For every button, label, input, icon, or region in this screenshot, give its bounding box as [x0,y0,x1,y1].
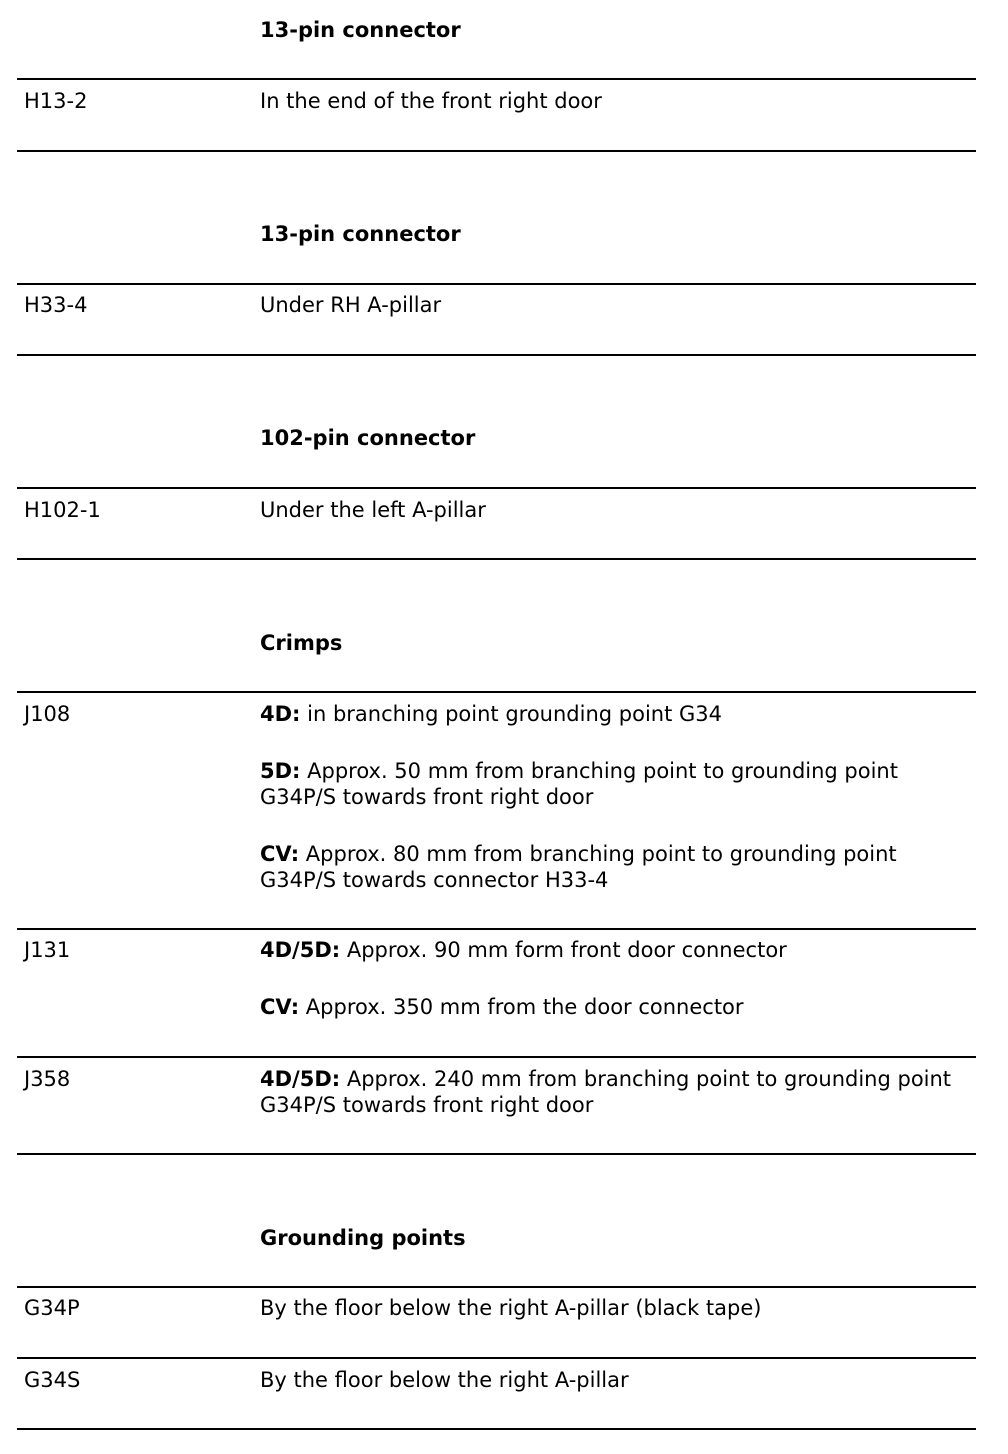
entry-line: G34P/S towards front right door [260,785,594,809]
variant-label: 4D/5D: [260,1067,341,1091]
section-heading: Grounding points [260,1226,466,1250]
location-text: By the floor below the right A-pillar [260,1368,629,1392]
entry-line: Approx. 240 mm from branching point to grounding point [340,1067,952,1091]
divider [17,487,976,489]
location-text: In the end of the front right door [260,89,602,113]
divider [17,1286,976,1288]
divider [17,928,976,930]
divider [17,150,976,152]
entry-line: in branching point grounding point G34 [300,702,723,726]
section-heading: 13-pin connector [260,18,461,42]
variant-label: 4D: [260,702,301,726]
divider [17,1153,976,1155]
variant-label: 5D: [260,759,301,783]
crimp-code: J131 [24,938,71,962]
connector-code: H102-1 [24,498,101,522]
section-heading: 13-pin connector [260,222,461,246]
location-text: By the floor below the right A-pillar (black tape) [260,1296,762,1320]
divider [17,78,976,80]
variant-label: CV: [260,842,300,866]
divider [17,691,976,693]
grounding-code: G34S [24,1368,81,1392]
entry-line: Approx. 50 mm from branching point to grounding point [300,759,898,783]
entry-line: Approx. 350 mm from the door connector [299,995,744,1019]
divider [17,1056,976,1058]
crimp-entry [260,1066,976,1118]
entry-line: Approx. 80 mm from branching point to grounding point [299,842,897,866]
variant-label: 4D/5D: [260,938,341,962]
connector-code: H13-2 [24,89,88,113]
divider [17,1357,976,1359]
crimp-entry [260,701,976,727]
entry-line: G34P/S towards front right door [260,1093,594,1117]
crimp-entry [260,758,976,810]
section-heading: Crimps [260,631,343,655]
crimp-code: J108 [24,702,71,726]
location-text: Under the left A-pillar [260,498,486,522]
crimp-entry [260,994,976,1020]
crimp-entry [260,937,976,963]
divider [17,1428,976,1430]
section-heading: 102-pin connector [260,426,476,450]
crimp-entry [260,841,976,893]
divider [17,354,976,356]
entry-line: Approx. 90 mm form front door connector [340,938,787,962]
divider [17,283,976,285]
divider [17,558,976,560]
connector-code: H33-4 [24,293,88,317]
entry-line: G34P/S towards connector H33-4 [260,868,609,892]
location-text: Under RH A-pillar [260,293,442,317]
variant-label: CV: [260,995,300,1019]
grounding-code: G34P [24,1296,80,1320]
crimp-code: J358 [24,1067,71,1091]
